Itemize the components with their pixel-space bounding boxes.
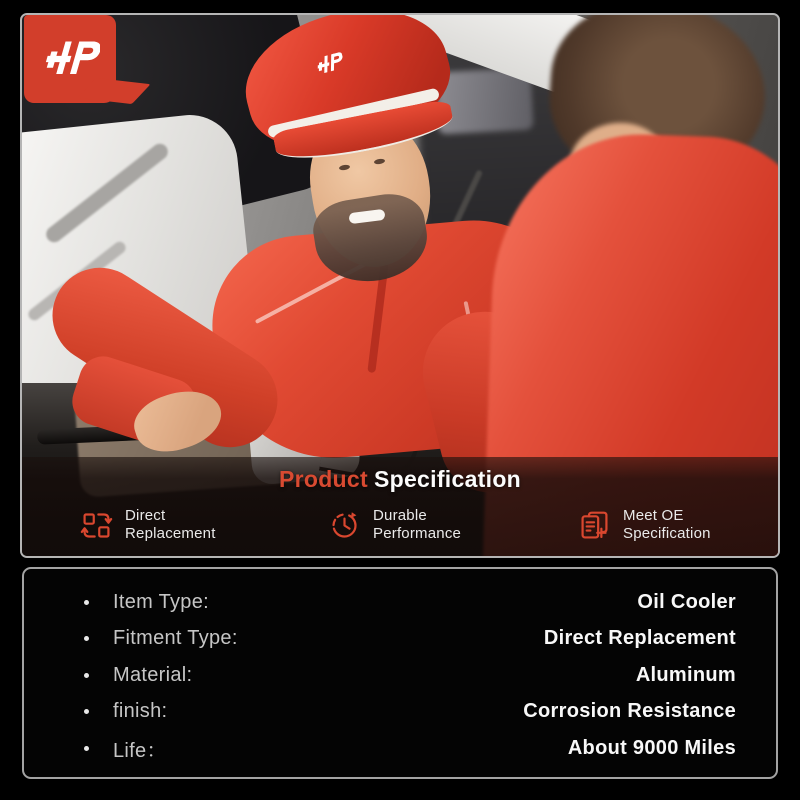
spec-row [84,657,736,694]
feature-meet-oe-specification [578,507,711,543]
clock-durability-icon [328,509,361,542]
feature-label-line2: Replacement [125,525,216,542]
document-plus-icon [578,509,611,542]
spec-label: Life： [113,739,167,762]
spec-row [84,694,736,731]
feature-durable-performance [328,507,461,543]
feature-label-line2: Performance [373,525,462,542]
spec-value: Corrosion Resistance [523,700,736,723]
feature-label-line1: Durable [373,507,427,524]
bullet-dot [84,709,89,714]
specification-banner [22,457,778,556]
spec-row [84,584,736,621]
bullet-dot [84,600,89,605]
feature-label [623,507,711,543]
feature-label-line2: Specification [623,525,711,542]
spec-label: Item Type: [113,590,210,613]
feature-label-line1: Meet OE [623,507,684,524]
spec-value: About 9000 Miles [567,736,736,759]
banner-title-specification: Specification [373,466,522,492]
spec-row [84,730,736,767]
spec-value: Oil Cooler [637,590,736,613]
banner-title [22,466,778,493]
spec-row [84,621,736,658]
feature-label-line1: Direct [125,507,166,524]
banner-title-product: Product [278,466,368,492]
product-photo [20,13,780,558]
brand-logo-badge [24,15,116,103]
bullet-dot [84,746,89,751]
spec-panel [22,567,778,779]
spec-value: Aluminum [635,663,736,686]
spec-label: Fitment Type: [113,627,238,650]
brand-logo-icon [40,39,100,79]
bullet-dot [84,636,89,641]
bullet-dot [84,673,89,678]
feature-row [22,507,778,551]
swap-arrows-icon [80,509,113,542]
feature-direct-replacement [80,507,216,543]
spec-value: Direct Replacement [543,627,736,650]
feature-label [373,507,461,543]
spec-label: Material: [113,663,193,686]
spec-label: finish: [113,700,168,723]
feature-label [125,507,216,543]
